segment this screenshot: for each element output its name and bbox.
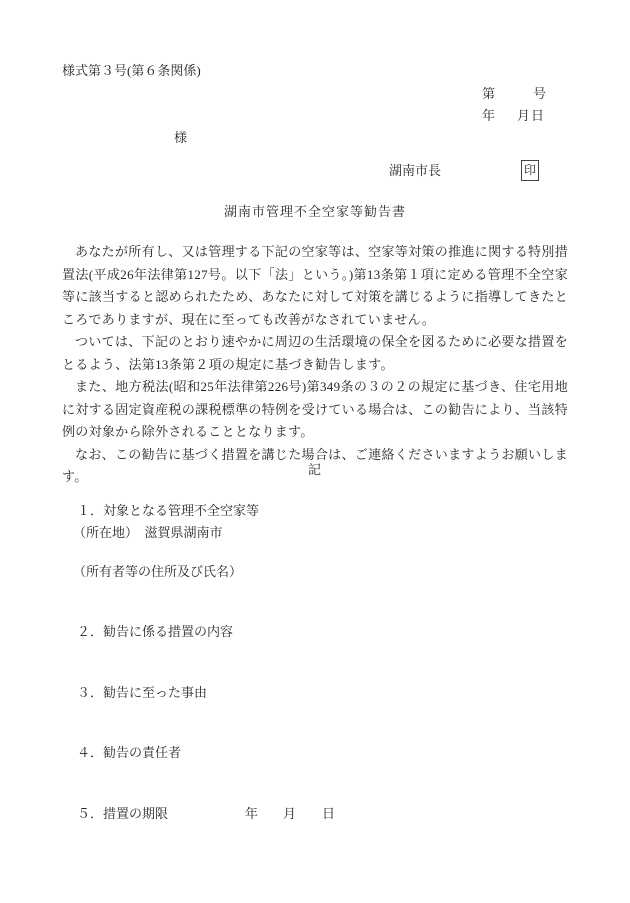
list-item-3-label: ３．勧告に至った事由 [77, 685, 208, 700]
body-paragraph-1: あなたが所有し、又は管理する下記の空家等は、空家等対策の推進に関する特別措置法(平成26年法律第127号。以下「法」という。)第13条第１項に定める管理不全空家等に該当すると認められたため、あなたに対して対策を講じるように指導してきたところでありますが、現在に至っても改善がなされていません。 [62, 244, 568, 327]
list-item-1-location: （所在地） 滋賀県湖南市 [73, 525, 223, 540]
doc-number-suffix: 号 [533, 86, 547, 101]
list-item-5-label: ５．措置の期限 [77, 806, 169, 821]
body-paragraph-4: なお、この勧告に基づく措置を講じた場合は、ご連絡くださいますようお願いします。 [62, 446, 568, 484]
issue-date-day-label: 日 [531, 108, 545, 123]
addressee-honorific: 様 [174, 130, 188, 145]
doc-number-prefix: 第 [482, 86, 496, 101]
sender-title: 湖南市長 [389, 163, 442, 178]
record-marker: 記 [307, 462, 322, 477]
issue-date-year-label: 年 [482, 108, 496, 123]
body-paragraph-2: ついては、下記のとおり速やかに周辺の生活環境の保全を図るために必要な措置をとるよう、法第13条第２項の規定に基づき勧告します。 [62, 334, 568, 372]
list-item-4-label: ４．勧告の責任者 [77, 745, 182, 760]
seal-box [521, 160, 539, 181]
document-title: 湖南市管理不全空家等勧告書 [223, 204, 406, 219]
issue-date-month-label: 月 [517, 108, 531, 123]
body-paragraph-3: また、地方税法(昭和25年法律第226号)第349条の３の２の規定に基づき、住宅用地に対する固定資産税の課税標準の特例を受けている場合は、この勧告により、当該特例の対象から除外されることとなります。 [62, 379, 568, 439]
seal-label: 印 [523, 163, 536, 177]
list-item-2-label: ２．勧告に係る措置の内容 [77, 624, 234, 639]
deadline-day-label: 日 [322, 806, 336, 821]
list-item-1-label: １．対象となる管理不全空家等 [77, 503, 260, 518]
form-number: 様式第３号(第６条関係) [62, 63, 201, 78]
deadline-year-label: 年 [245, 806, 259, 821]
list-item-1-owner: （所有者等の住所及び氏名） [73, 564, 243, 579]
body-text [62, 241, 568, 489]
deadline-month-label: 月 [283, 806, 297, 821]
